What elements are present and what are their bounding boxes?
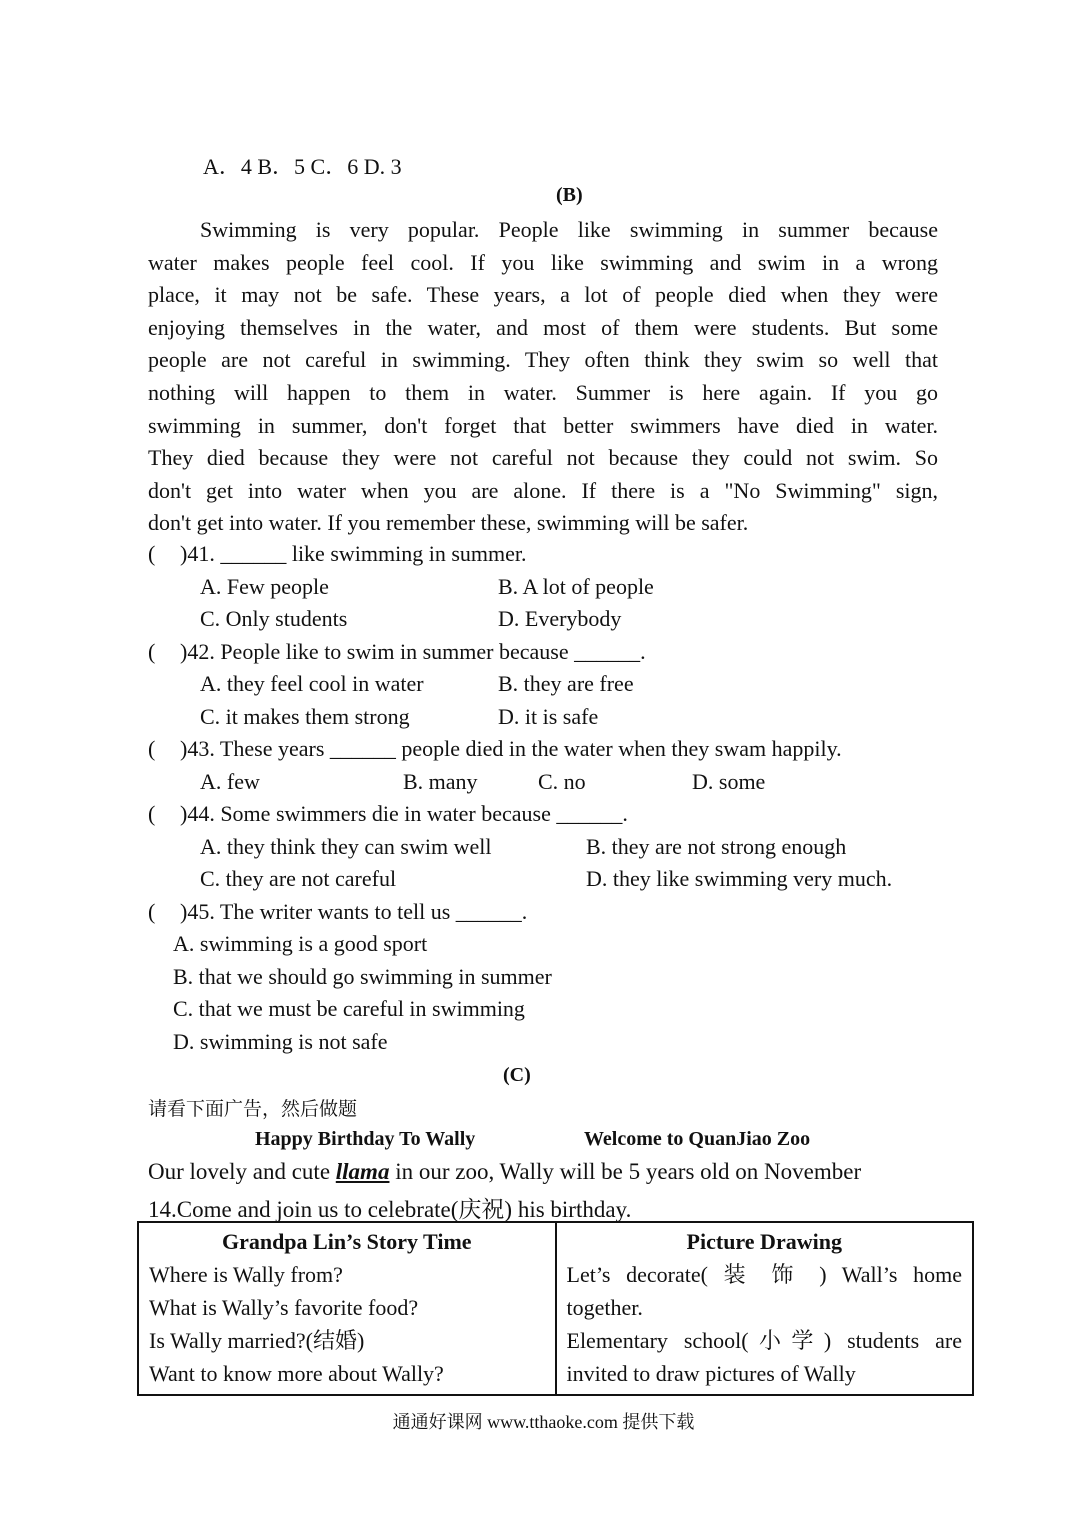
option-c: C. they are not careful: [200, 866, 397, 891]
section-b-passage: [148, 214, 938, 540]
ad-intro-line-1: [148, 1159, 861, 1185]
option-d: D. some: [692, 769, 766, 794]
answer-blank[interactable]: (: [148, 541, 156, 566]
ad-intro-text: Our lovely and cute: [148, 1159, 336, 1184]
passage-line: don't get into water. If you remember these, swimming will be safer.: [148, 510, 749, 536]
question-42: [148, 639, 646, 665]
ad-title-left: Happy Birthday To Wally: [255, 1128, 476, 1150]
section-c-instruction: 请看下面广告，然后做题: [148, 1098, 358, 1120]
question-41: [148, 541, 527, 567]
picture-drawing-cell: [556, 1222, 974, 1395]
story-line: Want to know more about Wally?: [149, 1361, 444, 1386]
previous-question-options: A．4 B．5 C．6 D. 3: [203, 154, 402, 179]
option-d: D. swimming is not safe: [173, 1029, 388, 1054]
picture-drawing-header: Picture Drawing: [686, 1229, 842, 1254]
answer-blank[interactable]: (: [148, 899, 156, 924]
option-c: C. it makes them strong: [200, 704, 410, 729]
question-stem: )43. These years ______ people died in the water when they swam happily.: [180, 736, 842, 761]
passage-line: enjoying themselves in the water, and most of them were students. But some: [148, 314, 938, 340]
story-line: Where is Wally from?: [149, 1262, 343, 1287]
option-a: A. few: [200, 769, 260, 794]
drawing-line: together.: [566, 1295, 643, 1320]
drawing-line: invited to draw pictures of Wally: [566, 1361, 856, 1386]
answer-blank[interactable]: (: [148, 736, 156, 761]
option-b: B. they are not strong enough: [586, 834, 847, 859]
option-b: B. they are free: [498, 671, 634, 696]
option-c: C. no: [538, 769, 586, 794]
drawing-line: Let’s decorate( 装 饰 ) Wall’s home: [566, 1262, 962, 1287]
page-footer: 通通好课网 www.tthaoke.com 提供下载: [392, 1412, 695, 1432]
llama-word: llama: [335, 1159, 390, 1184]
option-a: A. swimming is a good sport: [173, 931, 428, 956]
passage-line: They died because they were not careful not because they could not swim. So: [148, 445, 938, 471]
option-c: C. Only students: [200, 606, 348, 631]
option-b: B. that we should go swimming in summer: [173, 964, 552, 989]
option-a: A. Few people: [200, 574, 329, 599]
story-line: Is Wally married?(结婚): [149, 1328, 365, 1353]
passage-line: water makes people feel cool. If you like swimming and swim in a wrong: [148, 249, 938, 275]
option-a: A. they think they can swim well: [200, 834, 492, 859]
passage-line: don't get into water when you are alone. If there is a "No Swimming" sign,: [148, 477, 938, 503]
option-c: C. that we must be careful in swimming: [173, 996, 525, 1021]
story-line: What is Wally’s favorite food?: [149, 1295, 419, 1320]
question-stem: )42. People like to swim in summer because ______.: [180, 639, 646, 664]
question-45: [148, 899, 527, 925]
section-c-heading: (C): [503, 1064, 531, 1086]
option-b: B. A lot of people: [498, 574, 654, 599]
question-stem: )41. ______ like swimming in summer.: [180, 541, 527, 566]
question-stem: )45. The writer wants to tell us ______.: [180, 899, 528, 924]
question-43: [148, 736, 842, 762]
option-b: B. many: [403, 769, 478, 794]
ad-intro-text: in our zoo, Wally will be 5 years old on November: [389, 1159, 862, 1184]
passage-line: place, it may not be safe. These years, a lot of people died when they were: [148, 282, 938, 308]
option-d: D. it is safe: [498, 704, 599, 729]
question-44: [148, 801, 628, 827]
drawing-line: Elementary school(小学) students are: [566, 1328, 962, 1353]
answer-blank[interactable]: (: [148, 639, 156, 664]
passage-line: Swimming is very popular. People like swimming in summer because: [200, 217, 938, 242]
option-d: D. they like swimming very much.: [586, 866, 893, 891]
passage-line: swimming in summer, don't forget that better swimmers have died in water.: [148, 412, 938, 438]
ad-intro-line-2: 14.Come and join us to celebrate(庆祝) his birthday.: [148, 1197, 632, 1222]
ad-title-right: Welcome to QuanJiao Zoo: [584, 1128, 811, 1150]
answer-blank[interactable]: (: [148, 801, 156, 826]
ad-table: [137, 1221, 974, 1396]
section-b-heading: (B): [556, 184, 583, 206]
story-time-header: Grandpa Lin’s Story Time: [221, 1229, 472, 1254]
passage-line: nothing will happen to them in water. Summer is here again. If you go: [148, 379, 938, 405]
question-stem: )44. Some swimmers die in water because ______.: [180, 801, 628, 826]
option-a: A. they feel cool in water: [200, 671, 424, 696]
option-d: D. Everybody: [498, 606, 622, 631]
story-time-cell: [138, 1222, 556, 1395]
passage-line: people are not careful in swimming. They often think they swim so well that: [148, 347, 938, 373]
